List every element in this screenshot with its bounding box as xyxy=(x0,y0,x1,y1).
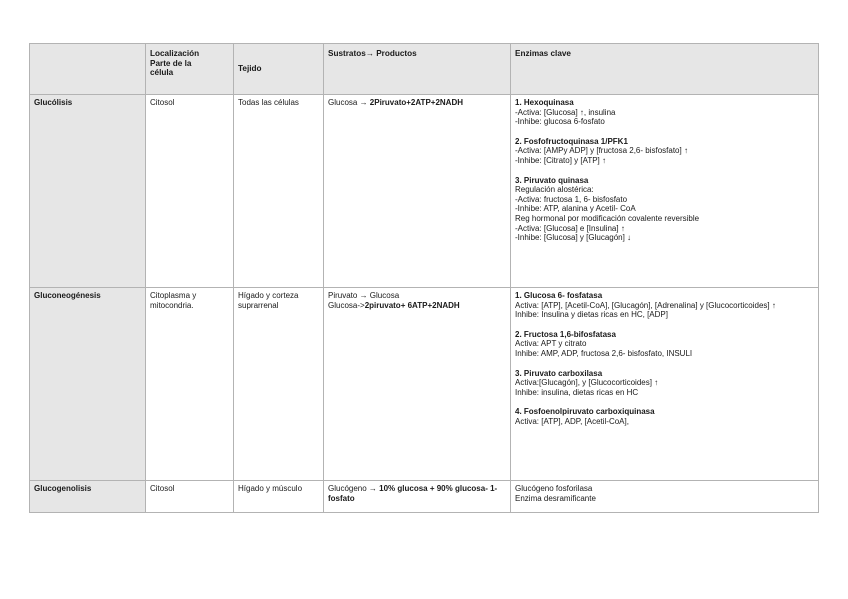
enzyme-title: 4. Fosfoenolpiruvato carboxiquinasa xyxy=(515,407,655,417)
header-process xyxy=(30,44,146,95)
header-substrates: Sustratos→ Productos xyxy=(324,44,511,95)
substrate-bold: 2piruvato+ 6ATP+2NADH xyxy=(364,300,460,310)
header-row xyxy=(30,44,819,95)
enzyme-line: -Activa: [Glucosa] ↑, insulina xyxy=(515,107,616,117)
enzyme-line: Activa: [ATP], [Acetil-CoA], [Glucagón], [Adrenalina] y [Glucocorticoides] ↑ xyxy=(515,300,776,310)
enzyme-line: -Activa: fructosa 1, 6- bisfosfato xyxy=(515,194,628,204)
process-name: Gluconeogénesis xyxy=(30,288,146,481)
header-enzymes: Enzimas clave xyxy=(511,44,819,95)
metabolism-table xyxy=(29,43,819,513)
enzyme-line: -Activa: [Glucosa] e [Insulina] ↑ xyxy=(515,223,625,233)
enzyme-line: Regulación alostérica: xyxy=(515,185,594,195)
enzyme-line: -Inhibe: ATP, alanina y Acetil- CoA xyxy=(515,204,636,214)
header-tissue-label: Tejido xyxy=(238,64,262,73)
enzyme-title: 3. Piruvato quinasa xyxy=(515,175,589,185)
enzyme-line: Activa:[Glucagón], y [Glucocorticoides] ↑ xyxy=(515,378,659,388)
enzyme-title: 2. Fosfofructoquinasa 1/PFK1 xyxy=(515,136,628,146)
header-tissue xyxy=(234,44,324,95)
substrate-bold: 2Piruvato+2ATP+2NADH xyxy=(369,98,464,107)
enzyme-title: 1. Hexoquinasa xyxy=(515,98,574,107)
table-row-gluconeogenesis xyxy=(30,288,819,481)
process-name: Glucólisis xyxy=(30,95,146,288)
enzyme-line: -Activa: [AMPy ADP] y [fructosa 2,6- bisfosfato] ↑ xyxy=(515,146,688,156)
enzyme-line: Enzima desramificante xyxy=(515,493,596,503)
enzymes-cell xyxy=(511,95,819,288)
table-row-glucolisis xyxy=(30,95,819,288)
substrate-bold: 10% glucosa + 90% glucosa- 1-fosfato xyxy=(328,484,498,503)
enzymes-cell xyxy=(511,481,819,513)
header-location-line: célula xyxy=(150,68,174,78)
enzyme-line: Inhibe: AMP, ADP, fructosa 2,6- bisfosfato, INSULI xyxy=(515,348,693,358)
enzyme-line: Activa: [ATP], ADP, [Acetil-CoA], xyxy=(515,416,629,426)
substrates-cell xyxy=(324,481,511,513)
enzyme-line: Glucógeno fosforilasa xyxy=(515,484,593,493)
header-location xyxy=(146,44,234,95)
enzyme-line: -Inhibe: [Glucosa] y [Glucagón] ↓ xyxy=(515,233,632,243)
tissue-cell: Todas las células xyxy=(234,95,324,288)
enzyme-group xyxy=(515,176,814,243)
substrate-line xyxy=(328,291,506,301)
enzyme-title: 3. Piruvato carboxilasa xyxy=(515,368,603,378)
substrate-plain: Piruvato → Glucosa xyxy=(328,291,400,300)
tissue-cell: Hígado y corteza suprarrenal xyxy=(234,288,324,481)
enzyme-line: Inhibe: insulina, dietas ricas en HC xyxy=(515,387,639,397)
tissue-cell: Hígado y músculo xyxy=(234,481,324,513)
substrate-line xyxy=(328,301,506,311)
table-row-glucogenolisis xyxy=(30,481,819,513)
header-location-line: Localización xyxy=(150,49,200,58)
enzyme-line: Reg hormonal por modificación covalente reversible xyxy=(515,213,700,223)
enzyme-line: Activa: APT y citrato xyxy=(515,339,587,349)
location-cell: Citoplasma y mitocondria. xyxy=(146,288,234,481)
enzyme-line: -Inhibe: glucosa 6-fosfato xyxy=(515,117,605,127)
enzyme-group xyxy=(515,98,814,127)
enzyme-group xyxy=(515,369,814,398)
location-cell: Citosol xyxy=(146,481,234,513)
enzyme-group xyxy=(515,291,814,320)
substrate-plain: Glucógeno → xyxy=(328,484,380,493)
enzymes-cell xyxy=(511,288,819,481)
substrate-plain: Glucosa-> xyxy=(328,300,365,310)
header-location-line: Parte de la xyxy=(150,58,192,68)
enzyme-line: -Inhibe: [Citrato] y [ATP] ↑ xyxy=(515,155,606,165)
enzyme-group xyxy=(515,330,814,359)
enzyme-line: Inhibe: Insulina y dietas ricas en HC, [ADP] xyxy=(515,310,668,320)
enzyme-title: 1. Glucosa 6- fosfatasa xyxy=(515,291,603,300)
enzyme-group xyxy=(515,137,814,166)
substrates-cell xyxy=(324,288,511,481)
process-name: Glucogenolisis xyxy=(30,481,146,513)
substrates-cell xyxy=(324,95,511,288)
enzyme-title: 2. Fructosa 1,6-bifosfatasa xyxy=(515,329,616,339)
substrate-plain: Glucosa → xyxy=(328,98,370,107)
location-cell: Citosol xyxy=(146,95,234,288)
enzyme-group xyxy=(515,407,814,426)
